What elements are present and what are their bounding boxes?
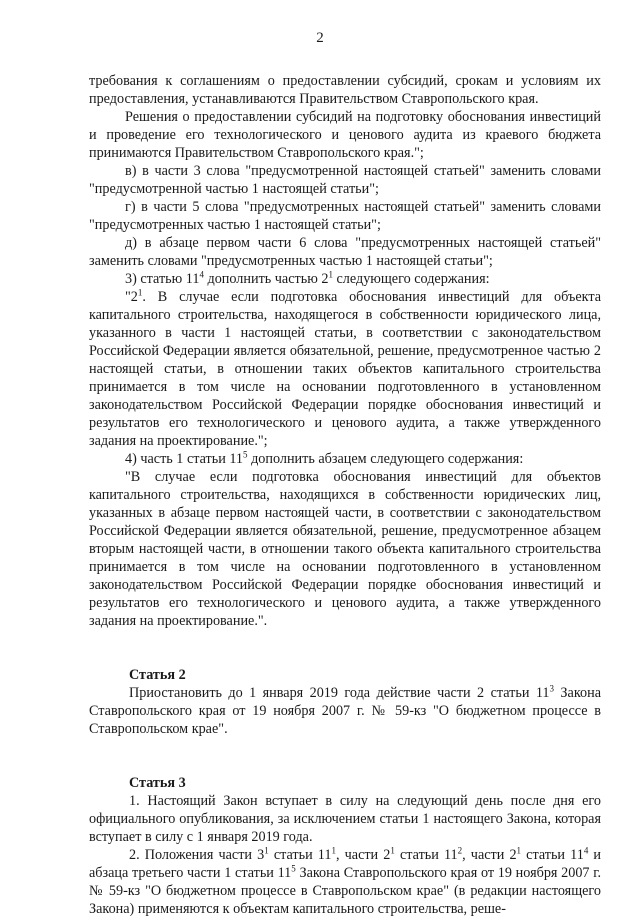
paragraph-item-g: г) в части 5 слова "предусмотренных настоящей статьей" заменить словами "предусмотренных частью 1 настоящей статьи"; — [89, 199, 601, 233]
document-body — [89, 72, 601, 918]
paragraph-subsidy-decisions: Решения о предоставлении субсидий на подготовку обоснования инвестиций и проведение его технологического и ценового аудита из краевого бюджета принимаются Правительством Ставропольского края."; — [89, 109, 601, 161]
paragraph-new-abzac: "В случае если подготовка обоснования инвестиций для объектов капитального строительства, находящихся в собственности юридических лиц, указанных в абзаце первом настоящей части, в соответствии с законодательством Российской Федерации является обязательной, решение, предусмотренное абзацем вторым настоящей части, в отношении такого объекта капитального строительства принимается в том числе на основании подготовленного в установленном законодательством Российской Федерации порядке обоснования инвестиций и результатов его технологического и ценового аудита, а также утвержденного задания на проектирование.". — [89, 469, 601, 629]
paragraph-article-3-part-2: 2. Положения части $3^1$ статьи $11^1$, части $2^1$ статьи $11^2$, части $2^1$ статьи $11^4$ и абзаца третьего части 1 статьи $11^5$ Закона Ставропольского края от 19 ноября 2007 г. № 59-кз "О бюджетном процессе в Ставропольском крае" (в редакции настоящего Закона) применяются к объектам капитального строительства, реше- — [89, 845, 602, 917]
paragraph-article-3-part-1: 1. Настоящий Закон вступает в силу на следующий день после дня его официального опубликования, за исключением статьи 1 настоящего Закона, которая вступает в силу с 1 января 2019 года. — [89, 793, 601, 845]
page-number: 2 — [316, 30, 324, 46]
paragraph-continuation: требования к соглашениям о предоставлении субсидий, срокам и условиям их предоставления, устанавливаются Правительством Ставропольского края. — [89, 73, 601, 107]
heading-article-2: Статья 2 — [129, 667, 186, 683]
paragraph-item-v: в) в части 3 слова "предусмотренной настоящей статьей" заменить словами "предусмотренной частью 1 настоящей статьи"; — [89, 163, 601, 197]
heading-article-3: Статья 3 — [129, 775, 186, 791]
paragraph-item-3: 3) статью $11^4$ дополнить частью $2^1$ следующего содержания: — [125, 269, 490, 287]
paragraph-part-2-1: "$2^1$. В случае если подготовка обоснования инвестиций для объекта капитального строительства, находящегося в собственности юридического лица, указанного в части 1 настоящей статьи, в соответствии с законодательством Российской Федерации является обязательной, решение, предусмотренное частью 2 настоящей статьи, в отношении таких объектов капитального строительства принимается в том числе на основании подготовленного в установленном законодательством Российской Федерации порядке обоснования инвестиций и результатов его технологического и ценового аудита, а также утвержденного задания на проектирование."; — [89, 287, 601, 449]
paragraph-item-4: 4) часть 1 статьи $11^5$ дополнить абзацем следующего содержания: — [125, 449, 524, 467]
paragraph-article-2: Приостановить до 1 января 2019 года действие части 2 статьи $11^3$ Закона Ставропольского края от 19 ноября 2007 г. № 59-кз "О бюджетном процессе в Ставропольском крае". — [89, 683, 601, 737]
paragraph-item-d: д) в абзаце первом части 6 слова "предусмотренных настоящей статьей" заменить словами "предусмотренных частью 1 настоящей статьи"; — [89, 235, 601, 269]
